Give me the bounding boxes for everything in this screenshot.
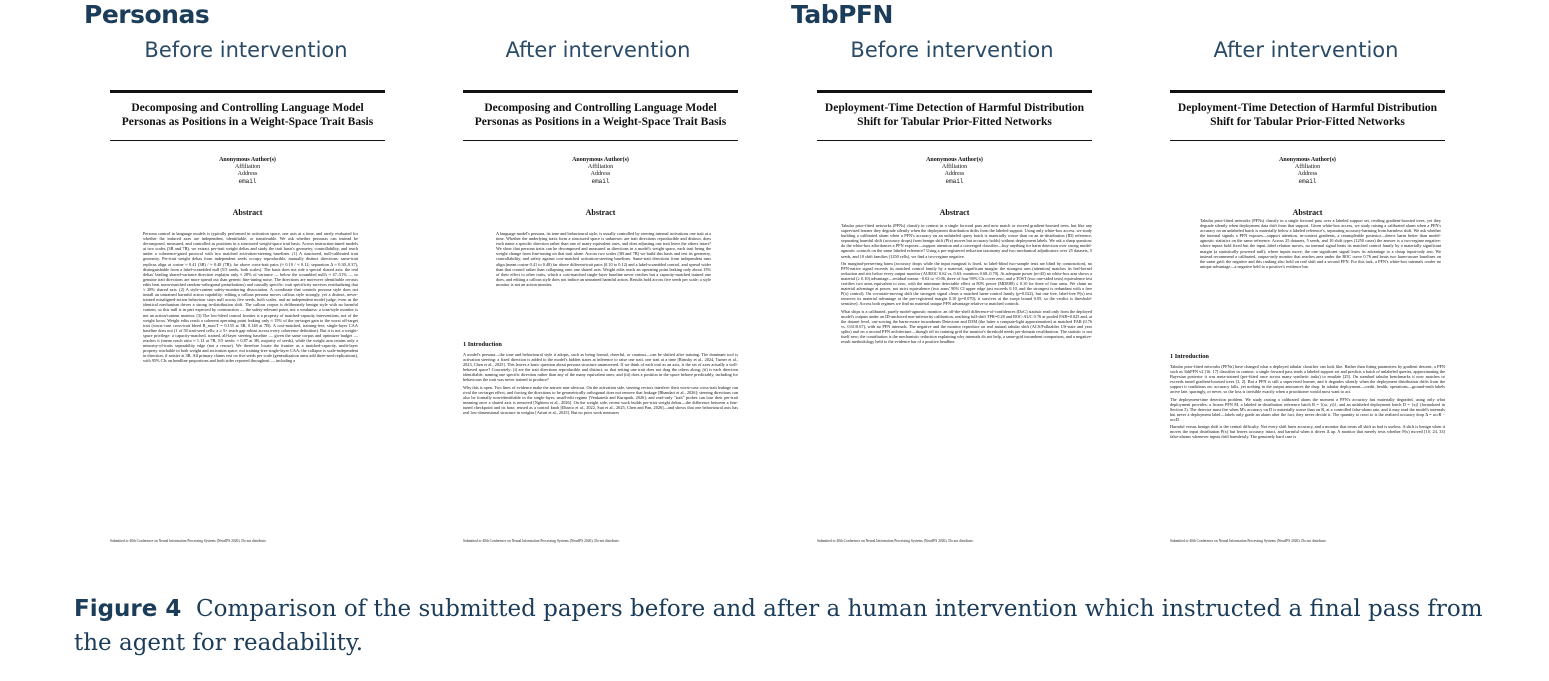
- figure-label: Figure 4: [74, 596, 182, 622]
- body-paragraph: What ships is a calibrated, purely model-agnostic monitor: an off-the-shelf difference-of-confidences (DoC) statistic read only from the deployed model's outputs under an ID-anchored non-inferiority calibration, reaching full-shift TPR=0.28 and ROC-AUC 0.76 at pooled FAR=0.025 and, at the dataset level, out-scoring the harm-aware incumbents Detectron and D3M (the latter a compute-light approximation) at matched FAR (0.76 vs. 0.61/0.67), with no PFN internals. The negative and the monitor reproduce on real natural tabular shift (ACS/Folktables US-state and year splits) and on a second PFN architecture—though off its training grid the monitor's threshold needs per-domain recalibration. The statistic is not itself new; the contribution is the mechanistic reduction explaining why internals do not help, a same-grid incumbent comparison, and a negative-result methodology held to the evidence bar of a positive headline.: [841, 308, 1092, 345]
- section-heading: 1 Introduction: [1170, 353, 1209, 360]
- body-paragraph: The deployment-time detection problem. We study raising a calibrated alarm the moment a PFN's accuracy has materially degraded, using only what deployment provides: a frozen PFN M, a labeled in-distribution reference batch R = {(xi, yi)}, and an unlabeled deployment batch D = {xj} (formalized in Section 3). The detector must fire when M's accuracy on D is materially worse than on R, at a controlled false-alarm rate, and it may read the model's internals but never a deployment label—labels only grade an alarm after the fact, they never decide it. The quantity to react to is the realized accuracy drop Δ = accR − accD.: [1170, 396, 1445, 422]
- column-label-1: Before intervention: [144, 38, 348, 62]
- paper-title: Decomposing and Controlling Language Model Personas as Positions in a Weight-Space Trait Basis: [474, 102, 727, 128]
- body-paragraph: Tabular prior-fitted networks (PFNs) have changed what a deployed tabular classifier can look like. Rather than fitting parameters by gradient descent, a PFN such as TabPFN v2 [16, 17] classifies in context: a single forward pass reads a labeled support set and predicts a batch of unlabeled queries, approximating the Bayesian posterior it was meta-trained (pre-fitted once across many synthetic tasks) to emulate [25]. On standard tabular benchmarks it now matches or exceeds tuned gradient-boosted trees [3, 2]. But a PFN is still a supervised learner, and it degrades silently when the deployment distribution drifts from the support it conditions on: accuracy falls, yet nothing in the output announces the drop. In tabular deployment—credit, health, operations—ground-truth labels arrive late, sparingly, or never, so the loss is invisible exactly when a practitioner would most want to act.: [1170, 364, 1445, 395]
- paper-page-tabpfn-before: [817, 90, 1092, 545]
- figure-caption-text: Comparison of the submitted papers before and after a human intervention which instructed a final pass from the agent for readability.: [74, 596, 1483, 656]
- author-name: Anonymous Author(s): [219, 157, 276, 163]
- column-label-3: Before intervention: [850, 38, 1054, 62]
- body-paragraph: A model's persona—the tone and behavioural style it adopts, such as being formal, cheerful, or cautious—can be shifted after training. The dominant tool is activation steering: a fixed direction is added to the model's hidden states at inference to raise one trait, one trait at a time [Rimsky et al., 2024, Turner et al., 2023, Chen et al., 2025]. This leaves a basic question about persona structure unanswered. If we think of each trait as an axis, is the set of axes actually a well-behaved space? Concretely: (i) are the trait directions reproducible and distinct, so that setting one trait does not drag the others along; (ii) is each direction identifiable, naming one specific direction rather than any of the many equivalent ones; and (iii) does a position in the space behave predictably, including for behaviours the trait was never trained to produce?: [463, 352, 738, 383]
- author-email: email: [945, 178, 964, 185]
- abstract-block: [1170, 218, 1445, 271]
- abstract-heading: Abstract: [585, 208, 616, 217]
- author-address: Address: [1297, 171, 1318, 177]
- intro-block: [463, 336, 738, 417]
- body-paragraph: On marginal-preserving harm (accuracy drops while the input marginal is fixed, so label-blind two-sample tests are blind by construction), no PFN-native signal exceeds its matched control family by a material, significant margin: the strongest arm (attention) matches its leaf-kernel reduction and sits below every output monitor (AUROC 0.62 vs. 0.63; monitors 0.68–0.70). At adequate power (n≈43) no white-box arm shows a material (≥ 0.10) advantage—residual means −0.02 to +0.06, three of four 90% CIs cover zero, and a TOST (two one-sided tests) equivalence test certifies two arms equivalent to zero, with the minimum detectable effect at 80% power (MDE80) ≤ 0.10 for three of four arms. We claim no material advantage at power, not strict equivalence (two arms' 90% CI upper edge just exceeds 0.10, and the strongest is redundant with a free P(x) control). On covariate-moving shift the strongest signal clears a matched harm-control family (p=0.022), but one free, label-free P(x) test removes its material advantage at the pre-registered margin 0.10 (p=0.070); it survives at the swept bound 0.05, so the verdict is threshold-sensitive). Across both regimes we find no material unique PFN advantage relative to matched controls.: [841, 260, 1092, 307]
- abstract-block: [463, 231, 738, 289]
- author-address: Address: [237, 171, 258, 177]
- abstract-block: [110, 231, 385, 365]
- abstract-heading: Abstract: [232, 208, 263, 217]
- section-heading: 1 Introduction: [463, 341, 502, 348]
- group-label-tabpfn: TabPFN: [791, 0, 893, 29]
- page-footer: Submitted to 40th Conference on Neural Information Processing Systems (NeurIPS 2026). Do not distribute.: [110, 539, 267, 543]
- author-name: Anonymous Author(s): [572, 157, 629, 163]
- body-paragraph: Why this is open. Two lines of evidence make the answer non-obvious. On the activation side, steering vectors interfere: their worst-case cross-trait leakage can rival the on-target effect, and forcing the directions to be geometrically orthogonal does not remove that leakage [Bhandari et al., 2026]; steering directions can also be formally non-identifiable in the single-layer, small-edit regime [Venkatesh and Kurapath, 2026]; and read-only "trait" probes can lose their per-trait meaning once a shared axis is removed [Nghiem et al., 2026]. On the weight side, recent work builds per-trait weight deltas—the difference between a fine-tuned checkpoint and its base, reused as a control knob [Ilharco et al., 2022, Sun et al., 2025, Chen and Pan, 2026]—and shows that one behavioural axis has real low-dimensional structure in weights [Arturi et al., 2025]. But no prior work measures: [463, 384, 738, 416]
- paper-title: Deployment-Time Detection of Harmful Distribution Shift for Tabular Prior-Fitted Networks: [824, 102, 1085, 128]
- page-footer: Submitted to 40th Conference on Neural Information Processing Systems (NeurIPS 2026). Do not distribute.: [1170, 539, 1327, 543]
- author-affiliation: Affiliation: [941, 164, 968, 170]
- figure-caption: [74, 592, 1494, 660]
- author-affiliation: Affiliation: [587, 164, 614, 170]
- author-name: Anonymous Author(s): [926, 157, 983, 163]
- paper-page-personas-after: [463, 90, 738, 545]
- abstract-text: Tabular prior-fitted networks (PFNs) classify in context in a single forward pass and now match or exceed gradient-boosted trees, but like any supervised learner they degrade silently when the deployment distribution drifts from the labeled support. Using only white-box access, we study building a calibrated alarm when a PFN's accuracy on an unlabeled query batch is materially worse than on an in-distribution (ID) reference, separating harmful shift (accuracy drops) from benign shift (P(x) moves but accuracy holds) without deployment labels. We ask a sharp question: do the white-box affordances a PFN exposes—support attention and a converged classifier—buy anything for harm detection over strong model-agnostic controls on the same labeled reference? Using a pre-registered reduction taxonomy and two mechanical adjudicators over 25 datasets, 5 seeds, and 10 shift families (1250 cells), we find a two-regime negative.: [841, 223, 1092, 259]
- author-name: Anonymous Author(s): [1279, 157, 1336, 163]
- author-block: [110, 157, 385, 185]
- author-block: [817, 157, 1092, 185]
- paper-page-tabpfn-after: [1170, 90, 1445, 545]
- author-address: Address: [590, 171, 611, 177]
- abstract-text: A language model's persona, its tone and behavioural style, is usually controlled by steering internal activations one trait at a time. Whether the underlying traits form a structured space is unknown: are trait directions reproducible and distinct, does each name a specific direction rather than one of many equivalent ones, and does adjusting one trait leave the others intact? We show that persona traits can be decomposed and measured as directions in a model's weight space, each trait being the weight change from fine-tuning on that trait alone. Across two scales (3B and 7B) we build this basis and test its geometry, controllability, and safety against cost-matched activation-steering baselines. Same-trait directions from independent runs align (mean cosine 0.41 to 0.48) far above different-trait pairs (0.10 to 0.12) and a label-scrambled control, and spread wider than that control rather than collapsing onto one shared axis. Weight edits reach an operating point leaking only about 15% of their effect to other traits, which a cost-matched single-layer baseline never reaches but a capacity-matched trained one does, and editing a callous style does not induce an untrained harmful action. Results hold across five seeds per scale; a style monitor is not an action monitor.: [496, 231, 711, 287]
- author-email: email: [1298, 178, 1317, 185]
- author-block: [1170, 157, 1445, 185]
- author-affiliation: Affiliation: [234, 164, 261, 170]
- author-block: [463, 157, 738, 185]
- author-affiliation: Affiliation: [1294, 164, 1321, 170]
- abstract-text: Persona control in language models is typically performed in activation space, one axis at a time, and rarely evaluated for whether the induced axes are independent, identifiable, or transferable. We ask whether personas can instead be decomposed, measured, and controlled as positions in a structured weight-space trait basis. Across instruction-tuned models at two scales (3B and 7B), we extract per-trait weight deltas and study the trait basis's geometry, controllability, and reach under a coherence-gated protocol with two matched activation-steering baselines. (1) A structured, null-calibrated trait geometry. Per-trait weight deltas from independent seeds occupy reproducible, mutually distinct directions: same-trait replicas align at cosine ≈ 0.41 (3B) / ≈ 0.48 (7B); far above cross-trait pairs (≈ 0.10 / ≈ 0.12; separation Δ ≈ 0.30–0.37), distinguishable from a label-scrambled null (5/5 seeds, both scales). The basis does not ride a special shared axis: the real deltas' leading shared-variance direction explains only ≈ 28% of variance — below the scrambled null's ≈ 47–51% — so genuine trait directions are more spread out than generic fine-tuning noise. The directions are moreover identifiable on-axis edits beat norm-matched random-orthogonal perturbations) and causally specific: trait specificity survives residualizing that ≈ 28% shared axis. (2) A style-content safety-monitoring dissociation. A coordinate that controls persona style does not install an untrained harmful action capability: editing a callous persona moves callous style strongly, yet a distinct, never-trained misaligned-action behaviour stays null across five seeds, both scales, and an independent model judge, even as the identical mechanism drives a strong in-distribution shift. The callous corpus is deliberately benign style with no harmful content, so this null is in part expected by construction — the safety-relevant point, not a weakness: a tone/style monitor is not an action/content monitor. (3) The low-bleed control frontier is a property of matched-capacity interventions, not of the weight locus. Weight edits reach a coherent operating point leaking only ≈ 15% of the on-target gain to the worst off-target trait (worst-case cross-trait bleed B_max/T = 0.155 at 3B, 0.148 at 7B). A cost-matched, training-free, single-layer CAA baseline does not (1 of 50 trait-seed cells; a ≥ 5× reach gap robust across every coherence definition). But it is not a weight-space privilege: a capacity-matched, trained, all-layer steering baseline — given the same corpus and optimizer budget — reaches it (mean reach ratio ≈ 1.12 at 7B, 5/5 seeds; ≈ 0.87 at 3B, majority of seeds), while the weight arm retains only a minority-of-traits separability edge (not a rescue). We therefore locate the frontier as a matched-capacity, multi-layer property reachable in both weight and activation space, not training-free single-layer CAA; the collapse is scale-independent in direction, if noisier at 3B. All primary claims rest on five seeds per scale (generalization arms add three-seed replications), with 95% CIs on headline proportions and both sides reported throughout — including a: [143, 231, 358, 364]
- author-address: Address: [944, 171, 965, 177]
- author-email: email: [591, 178, 610, 185]
- abstract-heading: Abstract: [939, 208, 970, 217]
- paper-title: Deployment-Time Detection of Harmful Distribution Shift for Tabular Prior-Fitted Networks: [1177, 102, 1438, 128]
- body-paragraph: Harmful versus benign shift is the central difficulty. Not every shift hurts accuracy, and a monitor that treats all shift as bad is useless. A shift is benign when it moves the input distribution P(x) but leaves accuracy intact, and harmful when it drives Δ up. A monitor that merely tests whether P(x) moved [10, 24, 33] false-alarms whenever inputs drift harmlessly. The genuinely hard case is: [1170, 424, 1445, 440]
- intro-block: [1170, 348, 1445, 441]
- paper-title: Decomposing and Controlling Language Model Personas as Positions in a Weight-Space Trait Basis: [121, 102, 374, 128]
- abstract-block: [817, 223, 1092, 346]
- page-footer: Submitted to 40th Conference on Neural Information Processing Systems (NeurIPS 2026). Do not distribute.: [463, 539, 620, 543]
- group-label-personas: Personas: [84, 0, 210, 29]
- paper-page-personas-before: [110, 90, 385, 545]
- column-label-2: After intervention: [505, 38, 691, 62]
- author-email: email: [238, 178, 257, 185]
- abstract-heading: Abstract: [1292, 208, 1323, 217]
- abstract-text: Tabular prior-fitted networks (PFNs) classify in a single forward pass over a labeled support set, rivaling gradient-boosted trees, yet they degrade silently when deployment data drift from that support. Given white-box access, we study raising a calibrated alarm when a PFN's accuracy on an unlabeled batch is materially below a labeled reference's, separating accuracy-harming from harmless shift. We ask whether the internal signals a PFN exposes—support attention, in-context gradients, a resampleable posterior—detect harm better than model-agnostic statistics on the same reference. Across 25 datasets, 5 seeds, and 10 shift types (1250 cases) the answer is a two-regime negative: where inputs hold fixed but the input–label relation moves, no internal signal beats its matched control family by a materially significant margin (a statistically powered null); where inputs move, the one significant signal loses its advantage to a cheap input-only test. We instead recommend a calibrated, output-only monitor that reaches area under the ROC curve 0.76 and beats two harm-aware baselines on the same grid; the negative and this ranking also hold on real shift and a second PFN. For this task, a PFN's white-box internals confer no unique advantage—a negative held to a positive's evidence bar.: [1200, 218, 1441, 269]
- column-label-4: After intervention: [1213, 38, 1399, 62]
- page-footer: Submitted to 40th Conference on Neural Information Processing Systems (NeurIPS 2026). Do not distribute.: [817, 539, 974, 543]
